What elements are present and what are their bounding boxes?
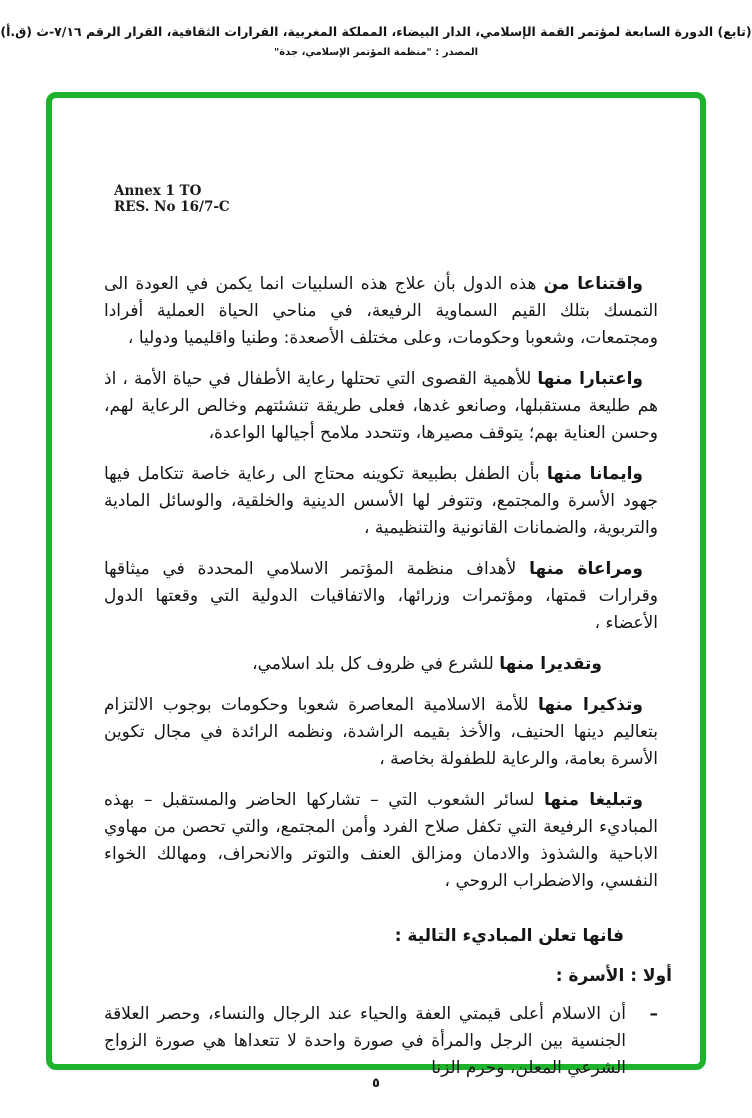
annex-reference (114, 183, 700, 215)
declaration-heading: فانها تعلن المباديء التالية : (394, 926, 624, 946)
paragraph-reminder (104, 692, 658, 773)
bullet-text: أن الاسلام أعلى قيمتي العفة والحياء عند الرجال والنساء، وحصر العلاقة الجنسية بين الرجل والمرأة في صورة واحدة لا تتعداها هي صورة الزواج الشرعي المعلن، وحرم الزنا (104, 1004, 626, 1078)
paragraph-consideration (104, 366, 658, 447)
page-number: ٥ (372, 1076, 380, 1091)
paragraph-lead: وتذكيرا منها (537, 695, 643, 715)
paragraph-text: للأهمية القصوى التي تحتلها رعاية الأطفال في حياة الأمة ، اذ هم طليعة مستقبلها، وصانعو غدها، فعلى طريقة تنشئتهم وخالص الرعاية لهم، وحسن العناية بهم؛ يتوقف مصيرها، وتتحدد ملامح أجيالها الواعدة، (104, 369, 658, 443)
paragraph-appreciation (104, 651, 658, 678)
paragraph-lead: ومراعاة منها (529, 559, 643, 579)
paragraph-lead: واعتبارا منها (537, 369, 643, 389)
bullet-item (104, 1001, 658, 1082)
paragraph-communication (104, 787, 658, 895)
annex-title: Annex 1 TO (114, 183, 202, 199)
paragraph-text: لسائر الشعوب التي – تشاركها الحاضر والمستقبل – بهذه المباديء الرفيعة التي تكفل صلاح الفرد وأمن المجتمع، والتي تحصن من مهاوي الاباحية والشذوذ والادمان ومزالق العنف والتوتر والانحراف، ومهالك الخواء النفسي، والاضطراب الروحي ، (104, 790, 658, 891)
paragraph-lead: وتبليغا منها (544, 790, 643, 810)
annex-resolution-number: RES. No 16/7-C (114, 199, 230, 215)
document-header (0, 24, 752, 58)
header-publisher-line: المصدر : "منظمة المؤتمر الإسلامي، جدة" (273, 47, 478, 58)
header-source-line: (تابع) الدورة السابعة لمؤتمر القمة الإسلامي، الدار البيضاء، المملكة المغربية، القرارات الثقافية، القرار الرقم ٧/١٦-ث (ق.أ) (0, 24, 752, 39)
paragraph-text: للأمة الاسلامية المعاصرة شعوبا وحكومات بوجوب الالتزام بتعاليم دينها الحنيف، والأخذ بقيمه الراشدة، ونظمه الرائدة في مجال تكوين الأسرة بعامة، والرعاية للطفولة بخاصة ، (104, 695, 658, 769)
green-page-frame (46, 92, 706, 1078)
paragraph-lead: وايمانا منها (546, 464, 643, 484)
paragraph-text: لأهداف منظمة المؤتمر الاسلامي المحددة في ميثاقها وقرارات قمتها، ومؤتمرات وزرائها، والاتفاقيات الدولية التي وقعتها الدول الأعضاء ، (104, 559, 658, 633)
paragraph-text: بأن الطفل بطبيعة تكوينه محتاج الى رعاية خاصة تتكامل فيها جهود الأسرة والمجتمع، وتتوفر لها الأسس الدينية والخلقية، والوسائل المادية والتربوية، والضمانات القانونية والتنظيمية ، (104, 464, 658, 538)
paragraph-text: للشرع في ظروف كل بلد اسلامي، (252, 654, 500, 674)
paragraph-lead: وتقديرا منها (499, 654, 602, 674)
section-heading-family: أولا : الأسرة : (555, 966, 672, 986)
paragraph-lead: واقتناعا من (543, 274, 643, 294)
resolution-body (104, 271, 672, 1082)
paragraph-text: هذه الدول بأن علاج هذه السلبيات انما يكمن في العودة الى التمسك بتلك القيم السماوية الرفيعة، في مناحي الحياة العملية أفرادا ومجتمعات، وشعوبا وحكومات، وعلى مختلف الأصعدة: وطنيا واقليميا ودوليا ، (104, 274, 658, 348)
paragraph-belief (104, 461, 658, 542)
paragraph-conviction (104, 271, 658, 352)
dash-bullet-icon: – (649, 1004, 658, 1024)
paragraph-observance (104, 556, 658, 637)
